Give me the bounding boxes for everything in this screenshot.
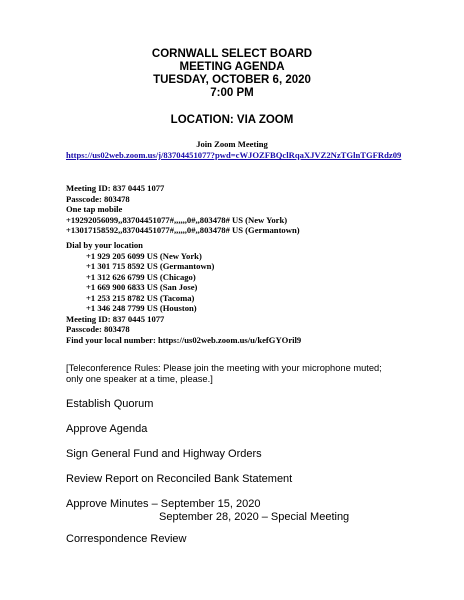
rules-line: only one speaker at a time, please.] <box>66 374 213 384</box>
agenda-item: Approve Minutes – September 15, 2020 <box>66 498 261 510</box>
dial-number: +1 301 715 8592 US (Germantown) <box>86 261 215 271</box>
passcode: Passcode: 803478 <box>66 193 130 204</box>
dial-in-list <box>66 240 301 345</box>
join-zoom-title: Join Zoom Meeting <box>196 139 268 149</box>
meeting-id: Meeting ID: 837 0445 1077 <box>66 183 165 193</box>
dial-number: +1 669 900 6833 US (San Jose) <box>86 282 198 292</box>
meeting-date: TUESDAY, OCTOBER 6, 2020 <box>153 74 311 86</box>
one-tap-number: +19292056099,,83704451077#,,,,,,0#,,803478# US (New York) <box>66 214 288 225</box>
meeting-time: 7:00 PM <box>210 87 254 99</box>
rules-line: [Teleconference Rules: Please join the meeting with your microphone muted; <box>66 363 382 373</box>
one-tap-number: +13017158592,,83704451077#,,,,,,0#,,803478# US (Germantown) <box>66 225 300 235</box>
zoom-meeting-link[interactable]: https://us02web.zoom.us/j/83704451077?pwd=cWJOZFBQclRqaXJVZ2NzTGlnTGFRdz09 <box>66 150 402 160</box>
find-local-number: Find your local number: https://us02web.zoom.us/u/kefGYOril9 <box>66 334 302 345</box>
document-type: MEETING AGENDA <box>179 61 285 73</box>
agenda-item-continuation: September 28, 2020 – Special Meeting <box>159 511 350 523</box>
agenda-item: Sign General Fund and Highway Orders <box>66 448 262 460</box>
dial-number: +1 253 215 8782 US (Tacoma) <box>86 292 195 303</box>
agenda-item: Establish Quorum <box>66 398 154 410</box>
agenda-item: Review Report on Reconciled Bank Statement <box>66 473 293 485</box>
dial-number: +1 346 248 7799 US (Houston) <box>86 303 197 313</box>
dial-number: +1 929 205 6099 US (New York) <box>86 250 202 261</box>
agenda-item: Correspondence Review <box>66 533 187 545</box>
dial-label: Dial by your location <box>66 240 143 250</box>
passcode: Passcode: 803478 <box>66 324 130 334</box>
meeting-credentials <box>66 183 300 236</box>
meeting-id: Meeting ID: 837 0445 1077 <box>66 313 165 324</box>
one-tap-label: One tap mobile <box>66 204 123 214</box>
dial-number: +1 312 626 6799 US (Chicago) <box>86 271 196 282</box>
board-name: CORNWALL SELECT BOARD <box>151 48 313 60</box>
agenda-item: Approve Agenda <box>66 423 148 435</box>
teleconference-rules <box>66 363 426 385</box>
meeting-location: LOCATION: VIA ZOOM <box>170 114 294 126</box>
agenda-header <box>0 48 464 100</box>
